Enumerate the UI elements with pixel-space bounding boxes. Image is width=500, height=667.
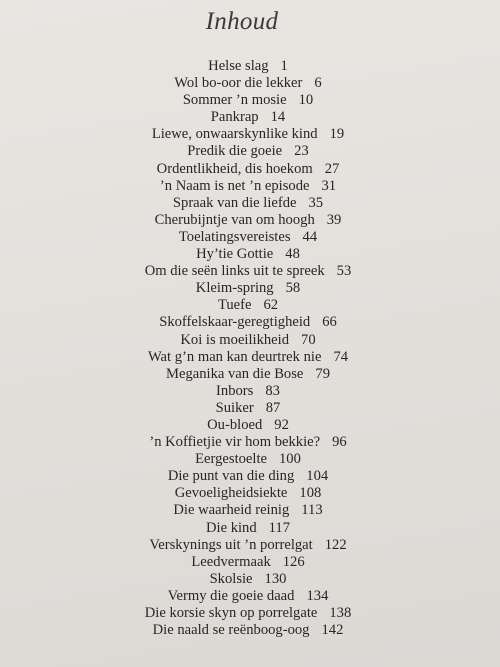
toc-entry-page-number: 6 [314, 75, 322, 92]
toc-entry [0, 588, 496, 605]
toc-entry-title: Spraak van die liefde [172, 194, 297, 211]
toc-entry-page-number: 62 [263, 297, 279, 314]
toc-entry [0, 178, 496, 195]
toc-entry [0, 400, 496, 417]
toc-entry-page-number: 79 [315, 365, 330, 382]
toc-entry-page-number: 87 [265, 399, 281, 416]
toc-entry-page-number: 92 [274, 416, 289, 433]
toc-entry [0, 332, 496, 349]
toc-entry-page-number: 126 [282, 553, 305, 570]
toc-entry-page-number: 142 [321, 622, 344, 639]
toc-entry [0, 195, 496, 212]
toc-entry-title: Die korsie skyn op porrelgate [144, 605, 318, 621]
toc-entry [0, 143, 496, 160]
toc-entry-page-number: 117 [268, 519, 291, 536]
toc-entry-title: Tuefe [217, 297, 252, 314]
toc-entry-page-number: 44 [302, 228, 318, 245]
toc-entry-page-number: 130 [264, 570, 287, 587]
toc-entry-page-number: 23 [294, 143, 309, 160]
toc-entry-title: Ou-bloed [207, 416, 263, 433]
page-title: Inhoud [205, 8, 279, 35]
toc-entry [0, 366, 496, 383]
toc-entry-title: Predik die goeie [187, 143, 283, 160]
toc-entry [0, 605, 496, 622]
toc-entry-title: Ordentlikheid, dis hoekom [156, 160, 313, 177]
toc-entry-title: Die naald se reënboog-oog [152, 622, 310, 639]
toc-entry-page-number: 31 [321, 177, 337, 194]
toc-entry-title: Koi is moeilikheid [180, 331, 290, 348]
toc-entry [0, 161, 496, 178]
toc-entry-title: Die kind [205, 519, 257, 536]
toc-entry-title: Wol bo-oor die lekker [174, 75, 303, 92]
toc-entry-page-number: 74 [333, 348, 349, 365]
toc-entry [0, 571, 496, 588]
toc-entry-page-number: 104 [306, 468, 329, 485]
toc-entry-title: Eergestoelte [195, 451, 267, 468]
toc-entry-page-number: 48 [285, 246, 300, 263]
toc-entry [0, 468, 496, 485]
toc-entry-title: Wat g’n man kan deurtrek nie [147, 348, 322, 365]
toc-entry-page-number: 100 [278, 451, 301, 468]
toc-entry-title: Skolsie [209, 570, 253, 587]
toc-entry [0, 263, 496, 280]
toc-entry-title: ’n Naam is net ’n episode [159, 177, 310, 194]
toc-entry-page-number: 96 [332, 434, 347, 451]
toc-entry-title: Helse slag [208, 58, 269, 74]
toc-entry [0, 520, 496, 537]
toc-entry [0, 349, 496, 366]
toc-entry [0, 502, 496, 519]
toc-entry-page-number: 122 [324, 536, 347, 553]
toc-entry [0, 485, 496, 502]
toc-entry-page-number: 10 [298, 92, 314, 109]
toc-entry [0, 383, 496, 400]
toc-entry-title: Toelatingsvereistes [178, 228, 291, 245]
toc-entry-page-number: 66 [322, 314, 337, 331]
toc-entry-title: Sommer ’n mosie [182, 92, 287, 109]
table-of-contents [0, 58, 496, 639]
toc-entry-page-number: 113 [301, 502, 323, 519]
toc-entry [0, 92, 496, 109]
toc-entry [0, 229, 496, 246]
toc-entry-title: Verskynings uit ’n porrelgat [149, 536, 313, 553]
toc-entry-title: Die punt van die ding [167, 468, 295, 485]
toc-entry-title: Inbors [216, 382, 254, 399]
toc-entry-page-number: 39 [326, 211, 342, 228]
toc-entry [0, 280, 496, 297]
toc-entry-page-number: 1 [280, 58, 288, 74]
toc-entry-title: Gevoeligheidsiekte [174, 485, 288, 502]
toc-entry-title: Om die seën links uit te spreek [144, 263, 325, 280]
toc-entry [0, 109, 496, 126]
toc-entry [0, 417, 496, 434]
toc-entry-title: Skoffelskaar-geregtigheid [159, 314, 311, 331]
toc-entry-title: Kleim-spring [195, 280, 274, 297]
toc-entry-page-number: 138 [329, 605, 352, 621]
toc-entry-title: Cherubijntje van om hoogh [154, 211, 315, 228]
toc-entry-title: Liewe, onwaarskynlike kind [151, 126, 318, 143]
toc-entry [0, 297, 496, 314]
toc-entry-title: Meganika van die Bose [166, 365, 304, 382]
toc-entry [0, 451, 496, 468]
toc-entry-page-number: 35 [308, 194, 324, 211]
toc-entry-title: Die waarheid reinig [173, 502, 290, 519]
toc-entry [0, 58, 496, 75]
toc-entry [0, 434, 496, 451]
toc-entry [0, 212, 496, 229]
toc-entry-page-number: 58 [285, 280, 301, 297]
toc-entry-page-number: 53 [336, 263, 352, 280]
toc-entry-page-number: 19 [329, 126, 345, 143]
toc-entry-page-number: 27 [324, 160, 340, 177]
toc-entry-page-number: 134 [306, 587, 329, 604]
toc-entry-page-number: 14 [270, 109, 286, 126]
toc-entry [0, 246, 496, 263]
toc-entry-page-number: 83 [265, 382, 280, 399]
toc-entry [0, 622, 496, 639]
toc-entry [0, 75, 496, 92]
toc-entry [0, 314, 496, 331]
toc-entry [0, 126, 496, 143]
toc-entry-title: Pankrap [210, 109, 259, 126]
toc-entry-page-number: 70 [301, 331, 316, 348]
toc-entry [0, 537, 496, 554]
toc-entry-title: Hy’tie Gottie [196, 246, 274, 263]
toc-entry-title: Leedvermaak [191, 553, 271, 570]
toc-entry-title: ’n Koffietjie vir hom bekkie? [149, 434, 321, 451]
toc-entry-title: Suiker [215, 399, 254, 416]
toc-entry-title: Vermy die goeie daad [167, 587, 295, 604]
toc-entry-page-number: 108 [299, 485, 322, 502]
toc-entry [0, 554, 496, 571]
